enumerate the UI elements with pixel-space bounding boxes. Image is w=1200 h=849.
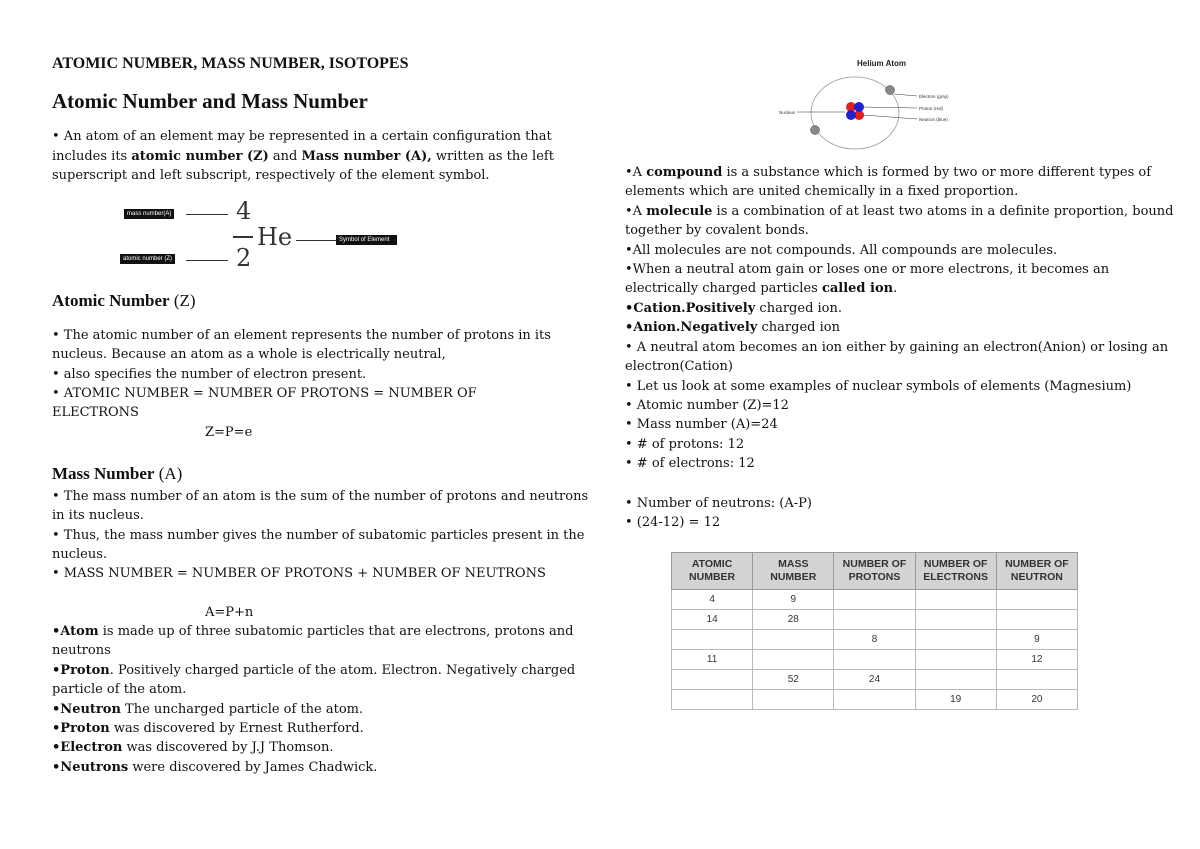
- element-symbol: He: [257, 223, 293, 251]
- atomic-line-2: nucleus. Because an atom as a whole is electrically neutral,: [52, 347, 446, 362]
- section-heading: Atomic Number and Mass Number: [52, 89, 368, 113]
- neutron-line: •Neutron The uncharged particle of the atom.: [52, 702, 364, 717]
- mass-line-1: • The mass number of an atom is the sum of the number of protons and neutrons: [52, 489, 589, 504]
- table-cell: 24: [834, 670, 915, 690]
- intro-line-2: includes its atomic number (Z) and Mass number (A), written as the left: [52, 149, 554, 164]
- mass-line-4: nucleus.: [52, 547, 108, 562]
- mass-pointer-line: [186, 214, 228, 215]
- electron-2: [811, 126, 820, 135]
- table-cell: [915, 650, 996, 670]
- mass-line-5: • MASS NUMBER = NUMBER OF PROTONS + NUMBER OF NEUTRONS: [52, 566, 546, 581]
- examples-line: • Let us look at some examples of nuclear symbols of elements (Magnesium): [625, 379, 1132, 394]
- atomic-pointer-line: [186, 260, 228, 261]
- table-header-cell: NUMBER OF PROTONS: [834, 553, 915, 590]
- cation-line: •Cation.Positively charged ion.: [625, 301, 843, 316]
- table-cell: [915, 610, 996, 630]
- intro-line-1: • An atom of an element may be represented in a certain configuration that: [52, 129, 552, 144]
- proton-discovery-line: •Proton was discovered by Ernest Rutherford.: [52, 721, 364, 736]
- neutron-discovery-line: •Neutrons were discovered by James Chadwick.: [52, 760, 378, 775]
- table-cell: [672, 670, 753, 690]
- table-cell: [834, 650, 915, 670]
- anion-line: •Anion.Negatively charged ion: [625, 320, 840, 335]
- table-cell: [996, 590, 1077, 610]
- atomic-line-4: • ATOMIC NUMBER = NUMBER OF PROTONS = NUMBER OF: [52, 386, 477, 401]
- table-cell: 11: [672, 650, 753, 670]
- table-header-cell: NUMBER OF ELECTRONS: [915, 553, 996, 590]
- table-header-cell: ATOMIC NUMBER: [672, 553, 753, 590]
- electrons-example: • # of electrons: 12: [625, 456, 755, 471]
- mass-number-label: mass number(A): [124, 209, 174, 219]
- symbol-pointer-line: [296, 240, 336, 241]
- nucleus-label: Nucleus: [779, 110, 796, 115]
- table-cell: 19: [915, 690, 996, 710]
- table-cell: 12: [996, 650, 1077, 670]
- proton-line-1: •Proton. Positively charged particle of the atom. Electron. Negatively charged: [52, 663, 576, 678]
- compound-line-1: •A compound is a substance which is formed by two or more different types of: [625, 165, 1152, 180]
- table-cell: [834, 690, 915, 710]
- compound-line-2: elements which are united chemically in a fixed proportion.: [625, 184, 1019, 199]
- table-row: [672, 590, 1078, 610]
- neutron-pointer: [863, 115, 917, 119]
- neutral-line-1: • A neutral atom becomes an ion either by gaining an electron(Anion) or losing an: [625, 340, 1169, 355]
- table-cell: [915, 630, 996, 650]
- electron-discovery-line: •Electron was discovered by J.J Thomson.: [52, 740, 334, 755]
- table-cell: [753, 650, 834, 670]
- mass-formula: A=P+n: [205, 605, 254, 620]
- document-title: ATOMIC NUMBER, MASS NUMBER, ISOTOPES: [52, 55, 409, 72]
- all-molecules-line: •All molecules are not compounds. All compounds are molecules.: [625, 243, 1058, 258]
- electron-legend: Electron (gray): [919, 94, 949, 99]
- exercise-table: [671, 552, 1078, 710]
- electron-pointer: [894, 94, 917, 96]
- protons-example: • # of protons: 12: [625, 437, 745, 452]
- proton-line-2: particle of the atom.: [52, 682, 187, 697]
- table-row: [672, 630, 1078, 650]
- atomic-line-1: • The atomic number of an element represents the number of protons in its: [52, 328, 551, 343]
- neutron-1: [854, 102, 864, 112]
- table-row: [672, 690, 1078, 710]
- table-cell: 14: [672, 610, 753, 630]
- table-cell: [996, 670, 1077, 690]
- ion-line-1: •When a neutral atom gain or loses one or more electrons, it becomes an: [625, 262, 1110, 277]
- neutron-2: [846, 110, 856, 120]
- neutral-line-2: electron(Cation): [625, 359, 733, 374]
- atom-line-2: neutrons: [52, 643, 111, 658]
- table-cell: 9: [753, 590, 834, 610]
- table-cell: [753, 690, 834, 710]
- atomic-line-3: • also specifies the number of electron present.: [52, 367, 367, 382]
- atomic-number-example: • Atomic number (Z)=12: [625, 398, 789, 413]
- molecule-line-1: •A molecule is a combination of at least two atoms in a definite proportion, bound: [625, 204, 1174, 219]
- atomic-line-5: ELECTRONS: [52, 405, 139, 420]
- table-header-cell: MASS NUMBER: [753, 553, 834, 590]
- table-cell: [915, 590, 996, 610]
- electron-1: [886, 86, 895, 95]
- table-header-row: [672, 553, 1078, 590]
- neutron-legend: Neutron (blue): [919, 117, 948, 122]
- table-cell: 4: [672, 590, 753, 610]
- intro-line-3: superscript and left subscript, respectively of the element symbol.: [52, 168, 490, 183]
- table-cell: [834, 610, 915, 630]
- table-row: [672, 670, 1078, 690]
- symbol-of-element-label: Symbol of Element: [336, 235, 397, 245]
- table-cell: 28: [753, 610, 834, 630]
- table-cell: [915, 670, 996, 690]
- mass-line-2: in its nucleus.: [52, 508, 144, 523]
- mass-number-example: • Mass number (A)=24: [625, 417, 778, 432]
- proton-pointer: [863, 107, 917, 108]
- table-cell: [753, 630, 834, 650]
- table-row: [672, 650, 1078, 670]
- neutrons-formula-line: • Number of neutrons: (A-P): [625, 496, 812, 511]
- table-cell: 9: [996, 630, 1077, 650]
- mass-number-value: 4: [236, 197, 252, 225]
- helium-atom-title: Helium Atom: [857, 59, 907, 68]
- atom-line-1: •Atom is made up of three subatomic particles that are electrons, protons and: [52, 624, 574, 639]
- table-cell: [672, 630, 753, 650]
- mass-number-heading: Mass Number (A): [52, 464, 183, 483]
- proton-legend: Proton (red): [919, 106, 944, 111]
- table-cell: [834, 590, 915, 610]
- table-cell: [996, 610, 1077, 630]
- atomic-formula: Z=P=e: [205, 425, 253, 440]
- mass-line-3: • Thus, the mass number gives the number of subatomic particles present in the: [52, 528, 585, 543]
- molecule-line-2: together by covalent bonds.: [625, 223, 809, 238]
- table-cell: 20: [996, 690, 1077, 710]
- table-cell: [672, 690, 753, 710]
- table-body: [672, 590, 1078, 710]
- table-header-cell: NUMBER OF NEUTRON: [996, 553, 1077, 590]
- atomic-number-label: atomic number (Z): [120, 254, 175, 264]
- fraction-bar: [233, 236, 253, 238]
- table-row: [672, 610, 1078, 630]
- table-cell: 8: [834, 630, 915, 650]
- table-cell: 52: [753, 670, 834, 690]
- atomic-number-value: 2: [236, 244, 252, 272]
- atomic-number-heading: Atomic Number (Z): [52, 291, 196, 310]
- ion-line-2: electrically charged particles called ion.: [625, 281, 898, 296]
- helium-atom-diagram: [775, 55, 975, 155]
- neutrons-calc-line: • (24-12) = 12: [625, 515, 721, 530]
